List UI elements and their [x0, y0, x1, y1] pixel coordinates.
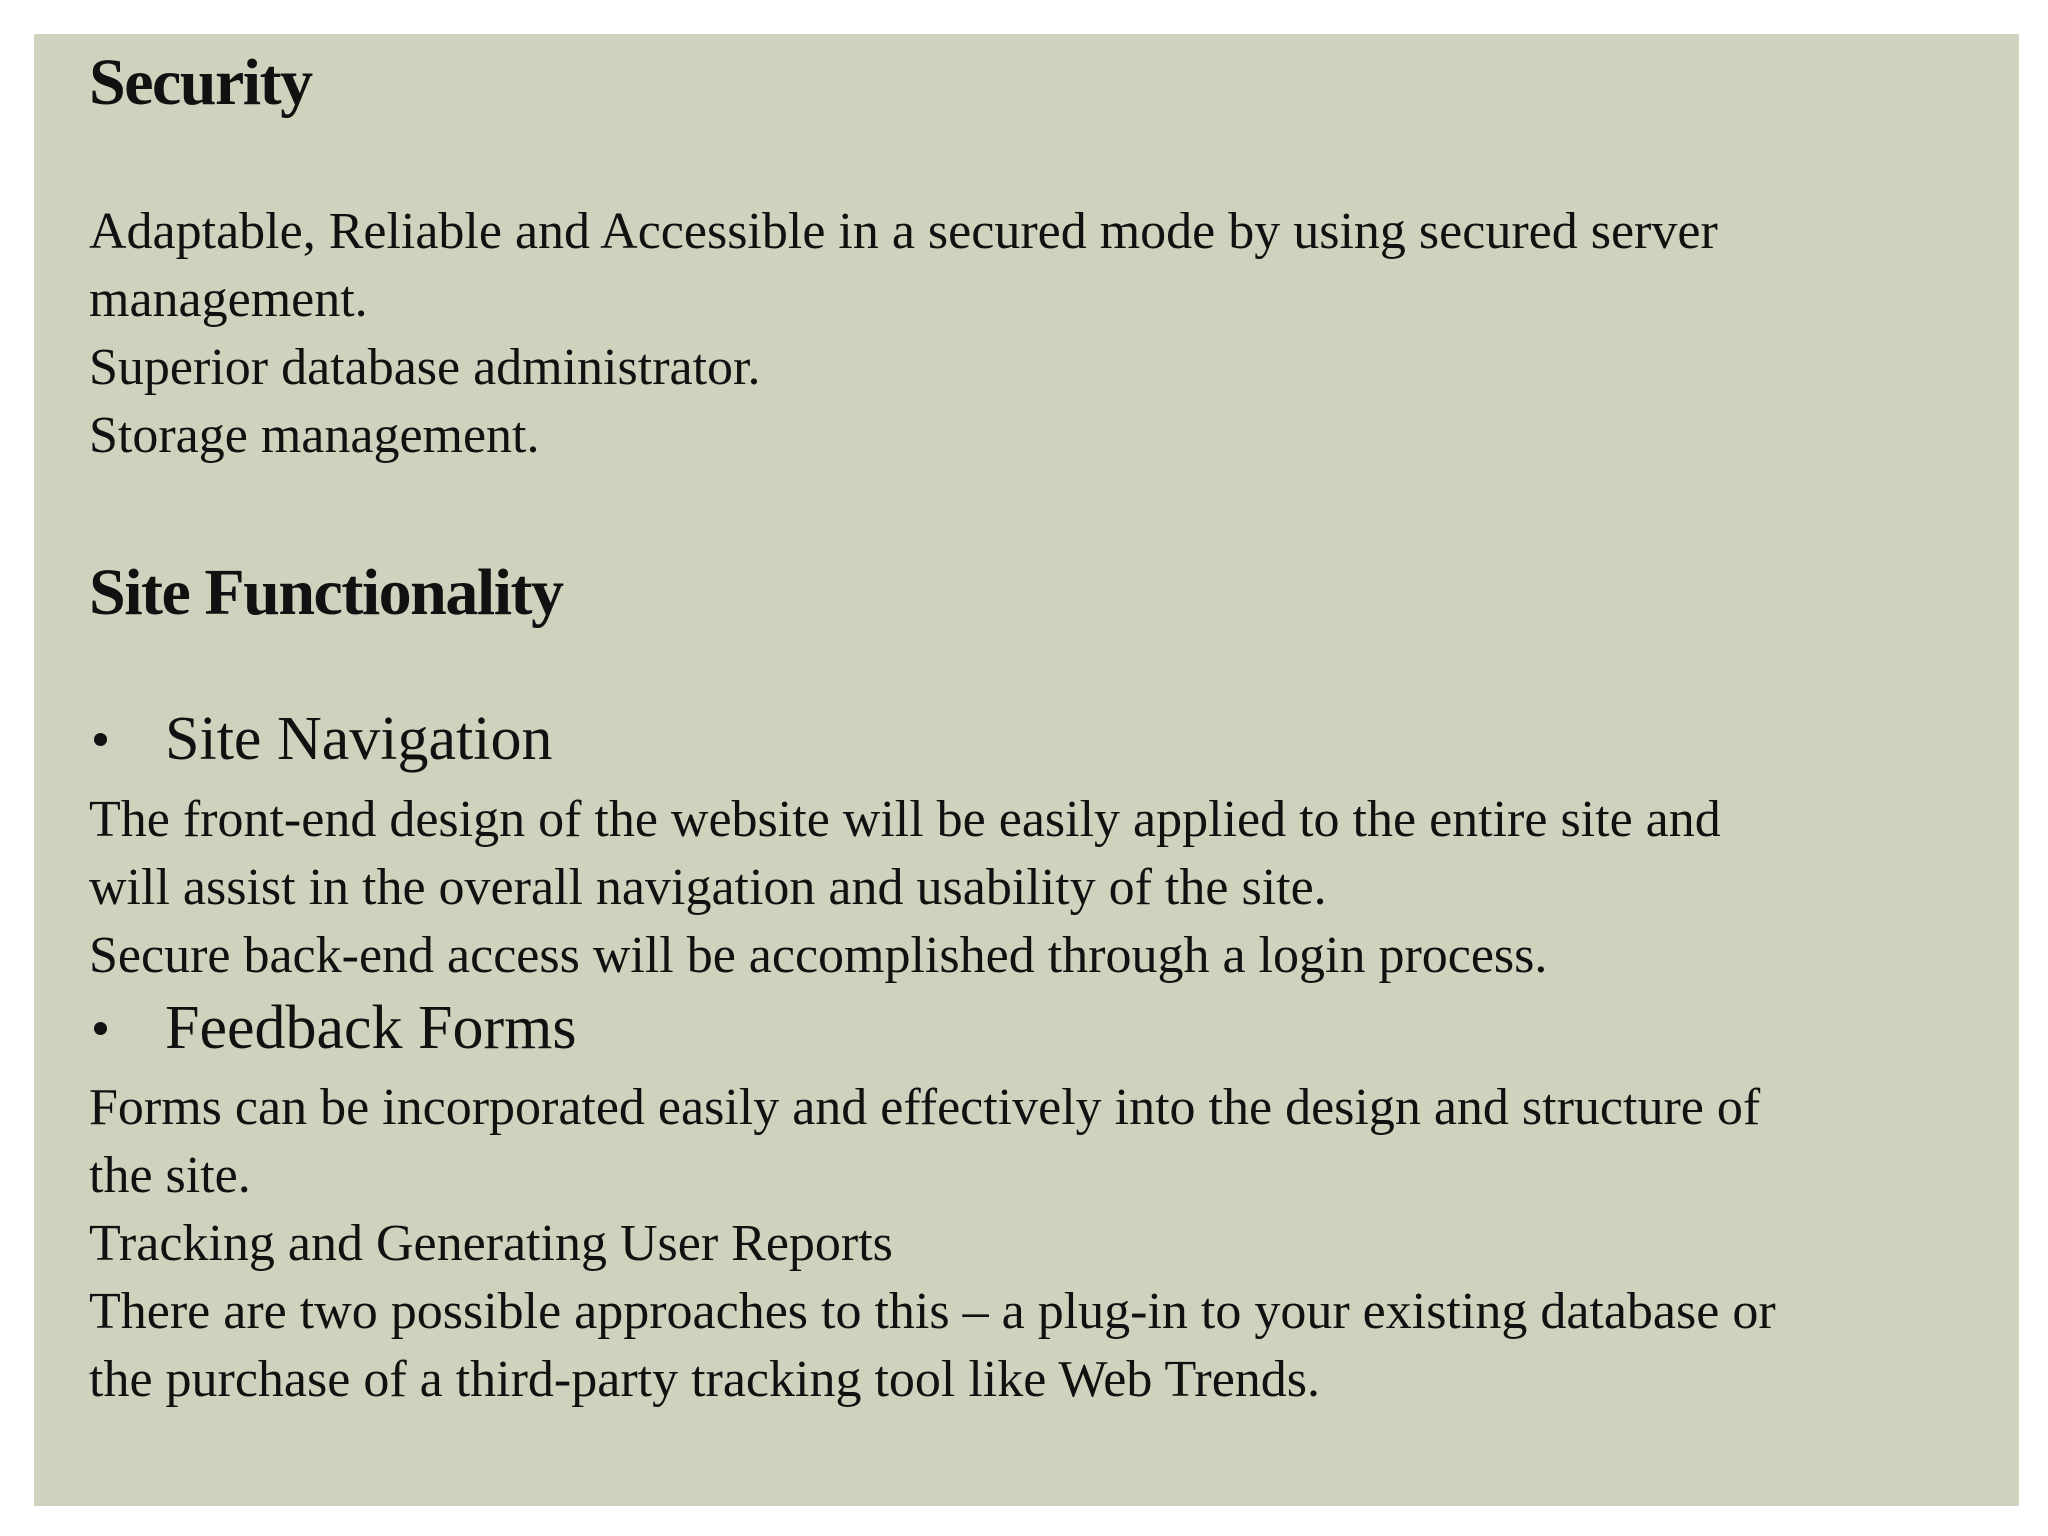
site-functionality-heading: Site Functionality — [89, 556, 563, 629]
bullet-icon — [94, 733, 107, 746]
feedback-forms-text — [89, 1074, 1989, 1414]
navigation-line: The front-end design of the website will be easily applied to the entire site and — [89, 791, 1721, 848]
document-page — [34, 34, 2019, 1506]
feedback-line: the site. — [89, 1147, 251, 1204]
bullet-label: Site Navigation — [165, 705, 553, 773]
feedback-line: the purchase of a third-party tracking tool like Web Trends. — [89, 1351, 1321, 1408]
bullet-feedback-forms — [89, 994, 577, 1062]
security-heading: Security — [89, 46, 312, 119]
bullet-site-navigation — [89, 705, 553, 773]
feedback-line: There are two possible approaches to this – a plug-in to your existing database or — [89, 1283, 1776, 1340]
site-navigation-text — [89, 786, 1989, 990]
feedback-line: Tracking and Generating User Reports — [89, 1215, 893, 1272]
bullet-icon — [94, 1022, 107, 1035]
security-line: Adaptable, Reliable and Accessible in a secured mode by using secured server — [89, 203, 1718, 260]
security-line: management. — [89, 271, 368, 328]
security-line: Superior database administrator. — [89, 339, 761, 396]
bullet-label: Feedback Forms — [165, 994, 577, 1062]
navigation-line: Secure back-end access will be accomplished through a login process. — [89, 927, 1548, 984]
feedback-line: Forms can be incorporated easily and effectively into the design and structure of — [89, 1079, 1761, 1136]
security-text — [89, 198, 1989, 470]
security-line: Storage management. — [89, 407, 540, 464]
navigation-line: will assist in the overall navigation and usability of the site. — [89, 859, 1327, 916]
